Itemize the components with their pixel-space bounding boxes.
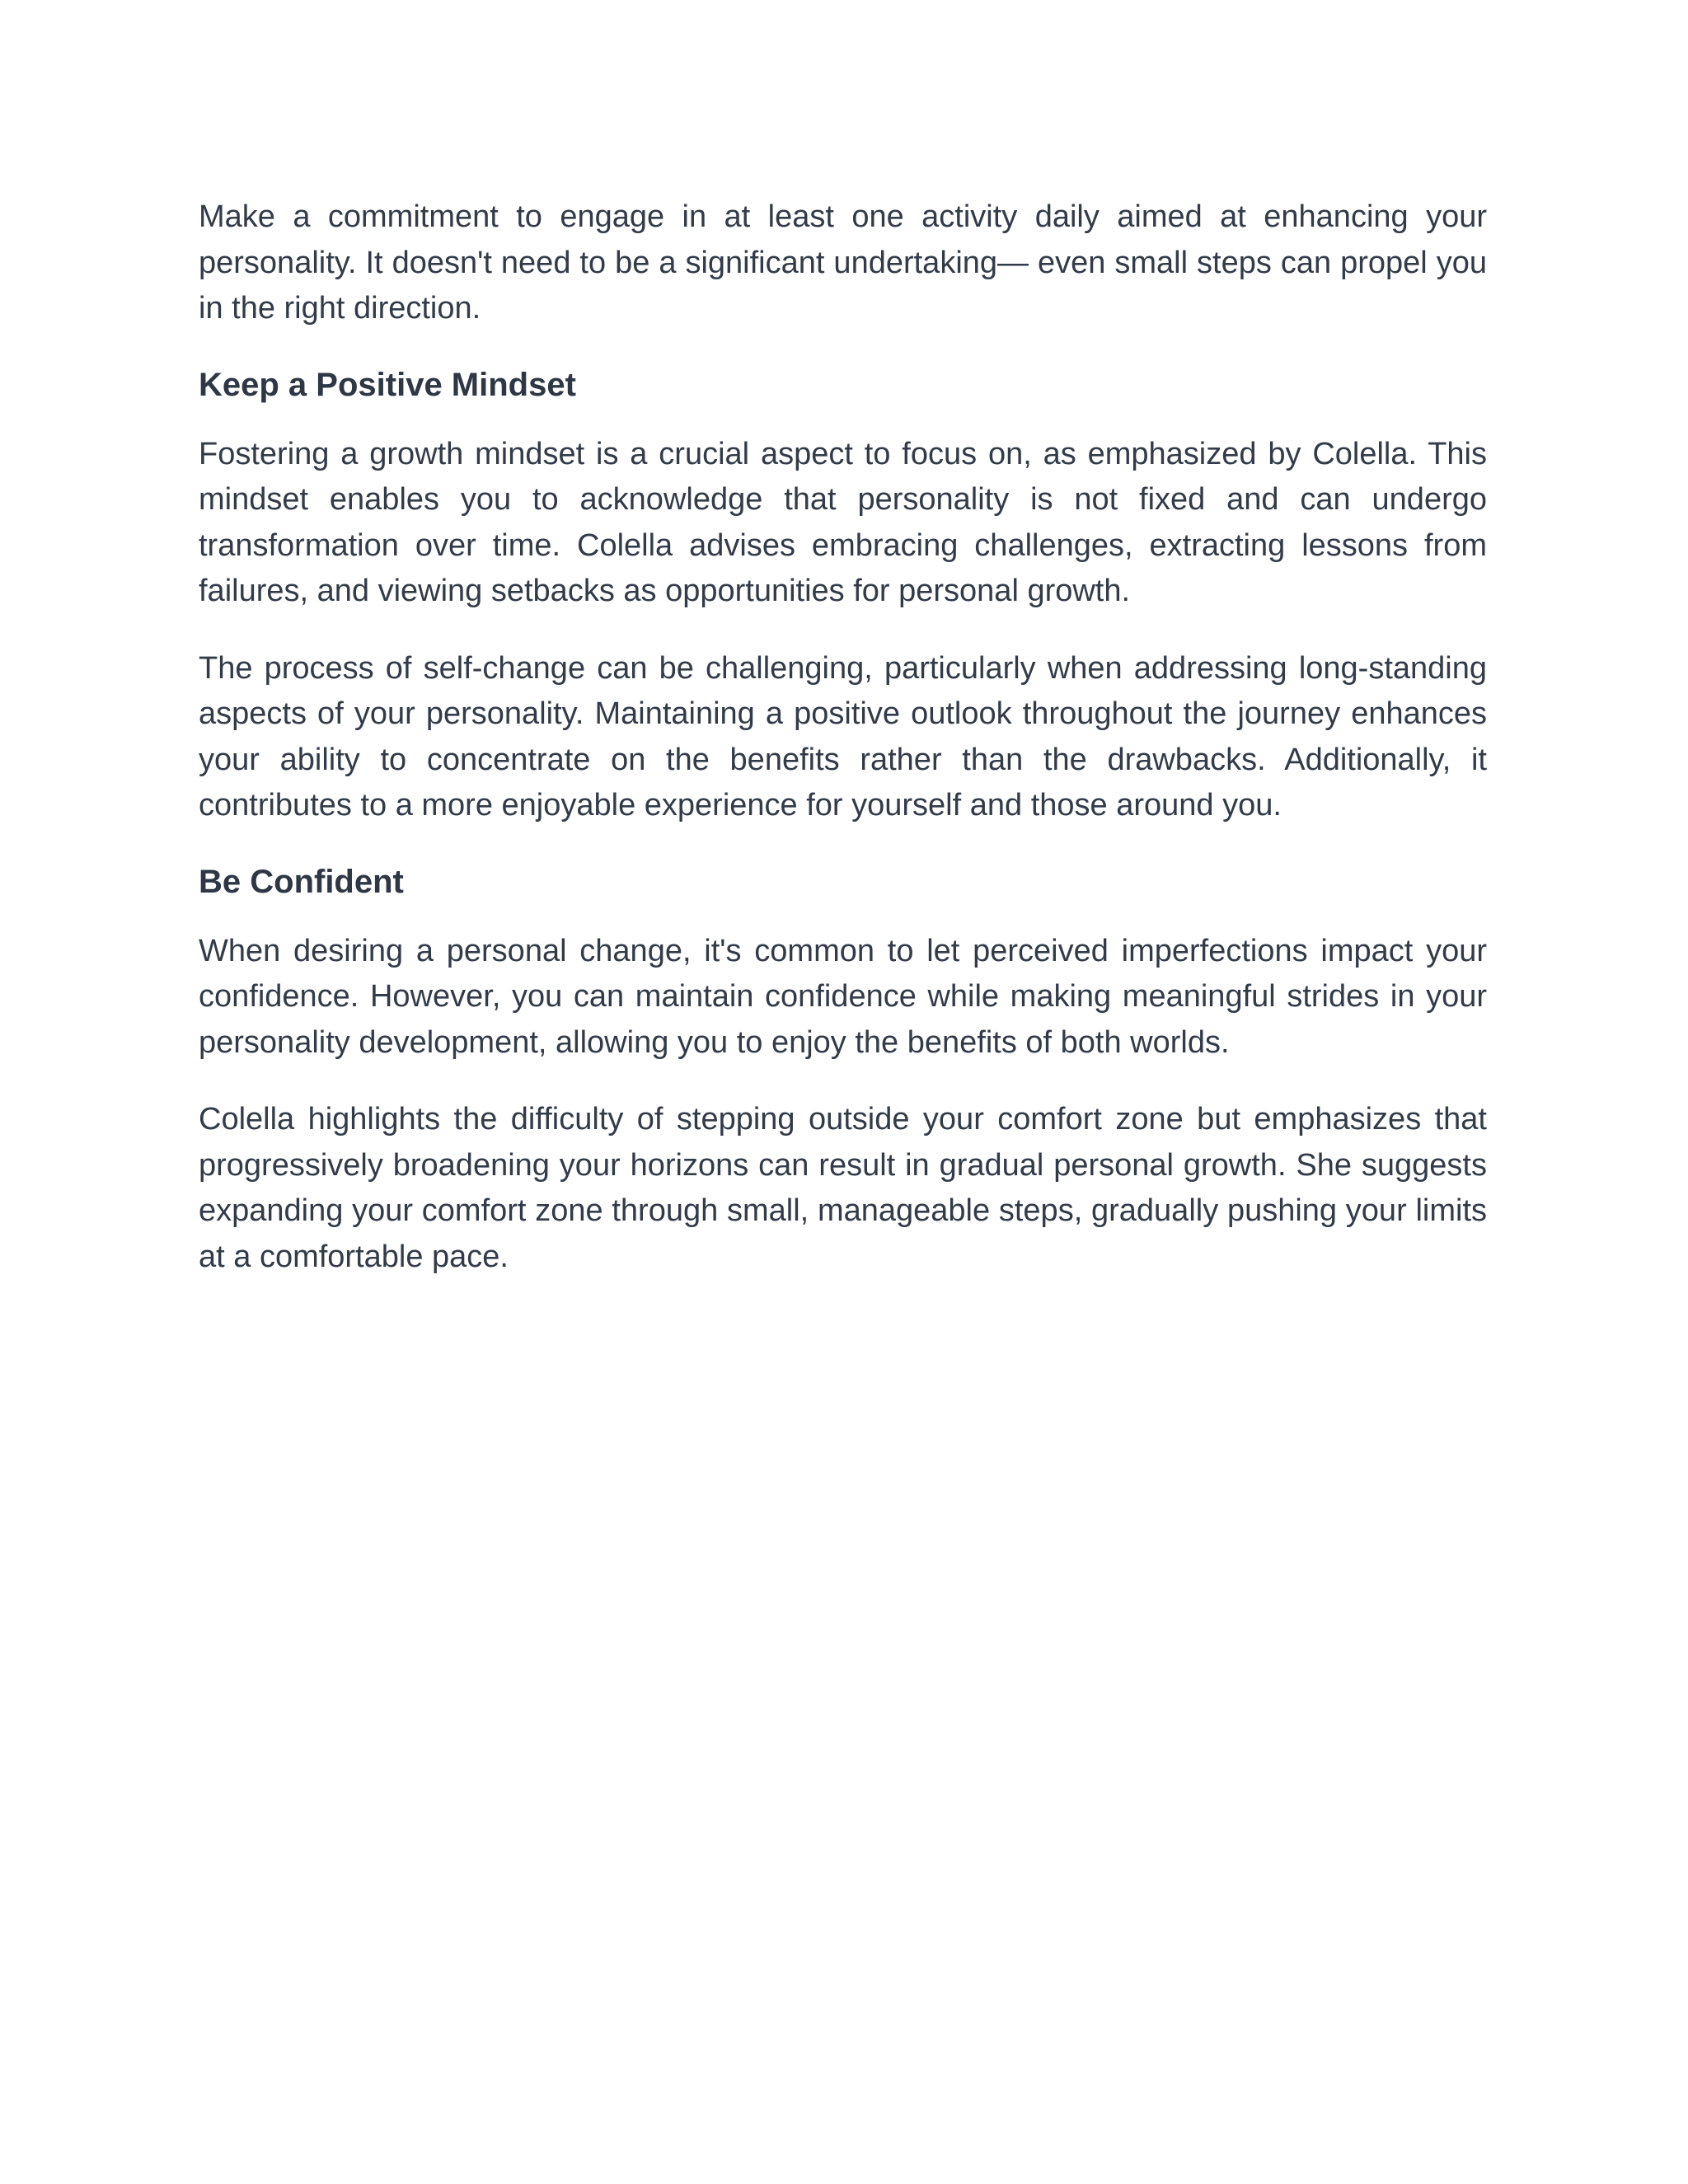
heading-be-confident: Be Confident bbox=[199, 863, 404, 900]
heading-keep-positive-mindset: Keep a Positive Mindset bbox=[199, 366, 576, 403]
paragraph-self-change: The process of self-change can be challenging, particularly when addressing long-standing aspects of your personality. Maintaining a positive outlook throughout the journey enhances your ability to concentrate on the benefits rather than the drawbacks. Additionally, it contributes to a more enjoyable experience for yourself and those around you. bbox=[199, 650, 1487, 823]
paragraph-comfort-zone: Colella highlights the difficulty of stepping outside your comfort zone but emphasizes that progressively broadening your horizons can result in gradual personal growth. She suggests expanding your comfort zone through small, manageable steps, gradually pushing your limits at a comfortable pace. bbox=[199, 1102, 1487, 1274]
paragraph-confidence: When desiring a personal change, it's common to let perceived imperfections impact your confidence. However, you can maintain confidence while making meaningful strides in your personality development, allowing you to enjoy the benefits of both worlds. bbox=[199, 933, 1487, 1060]
document-body bbox=[199, 194, 1487, 1311]
paragraph-daily-commitment: Make a commitment to engage in at least one activity daily aimed at enhancing your personality. It doesn't need to be a significant undertaking— even small steps can propel you in the right direction. bbox=[199, 199, 1487, 326]
paragraph-growth-mindset: Fostering a growth mindset is a crucial aspect to focus on, as emphasized by Colella. This mindset enables you to acknowledge that personality is not fixed and can undergo transformation over time. Colella advises embracing challenges, extracting lessons from failures, and viewing setbacks as opportunities for personal growth. bbox=[199, 436, 1487, 608]
